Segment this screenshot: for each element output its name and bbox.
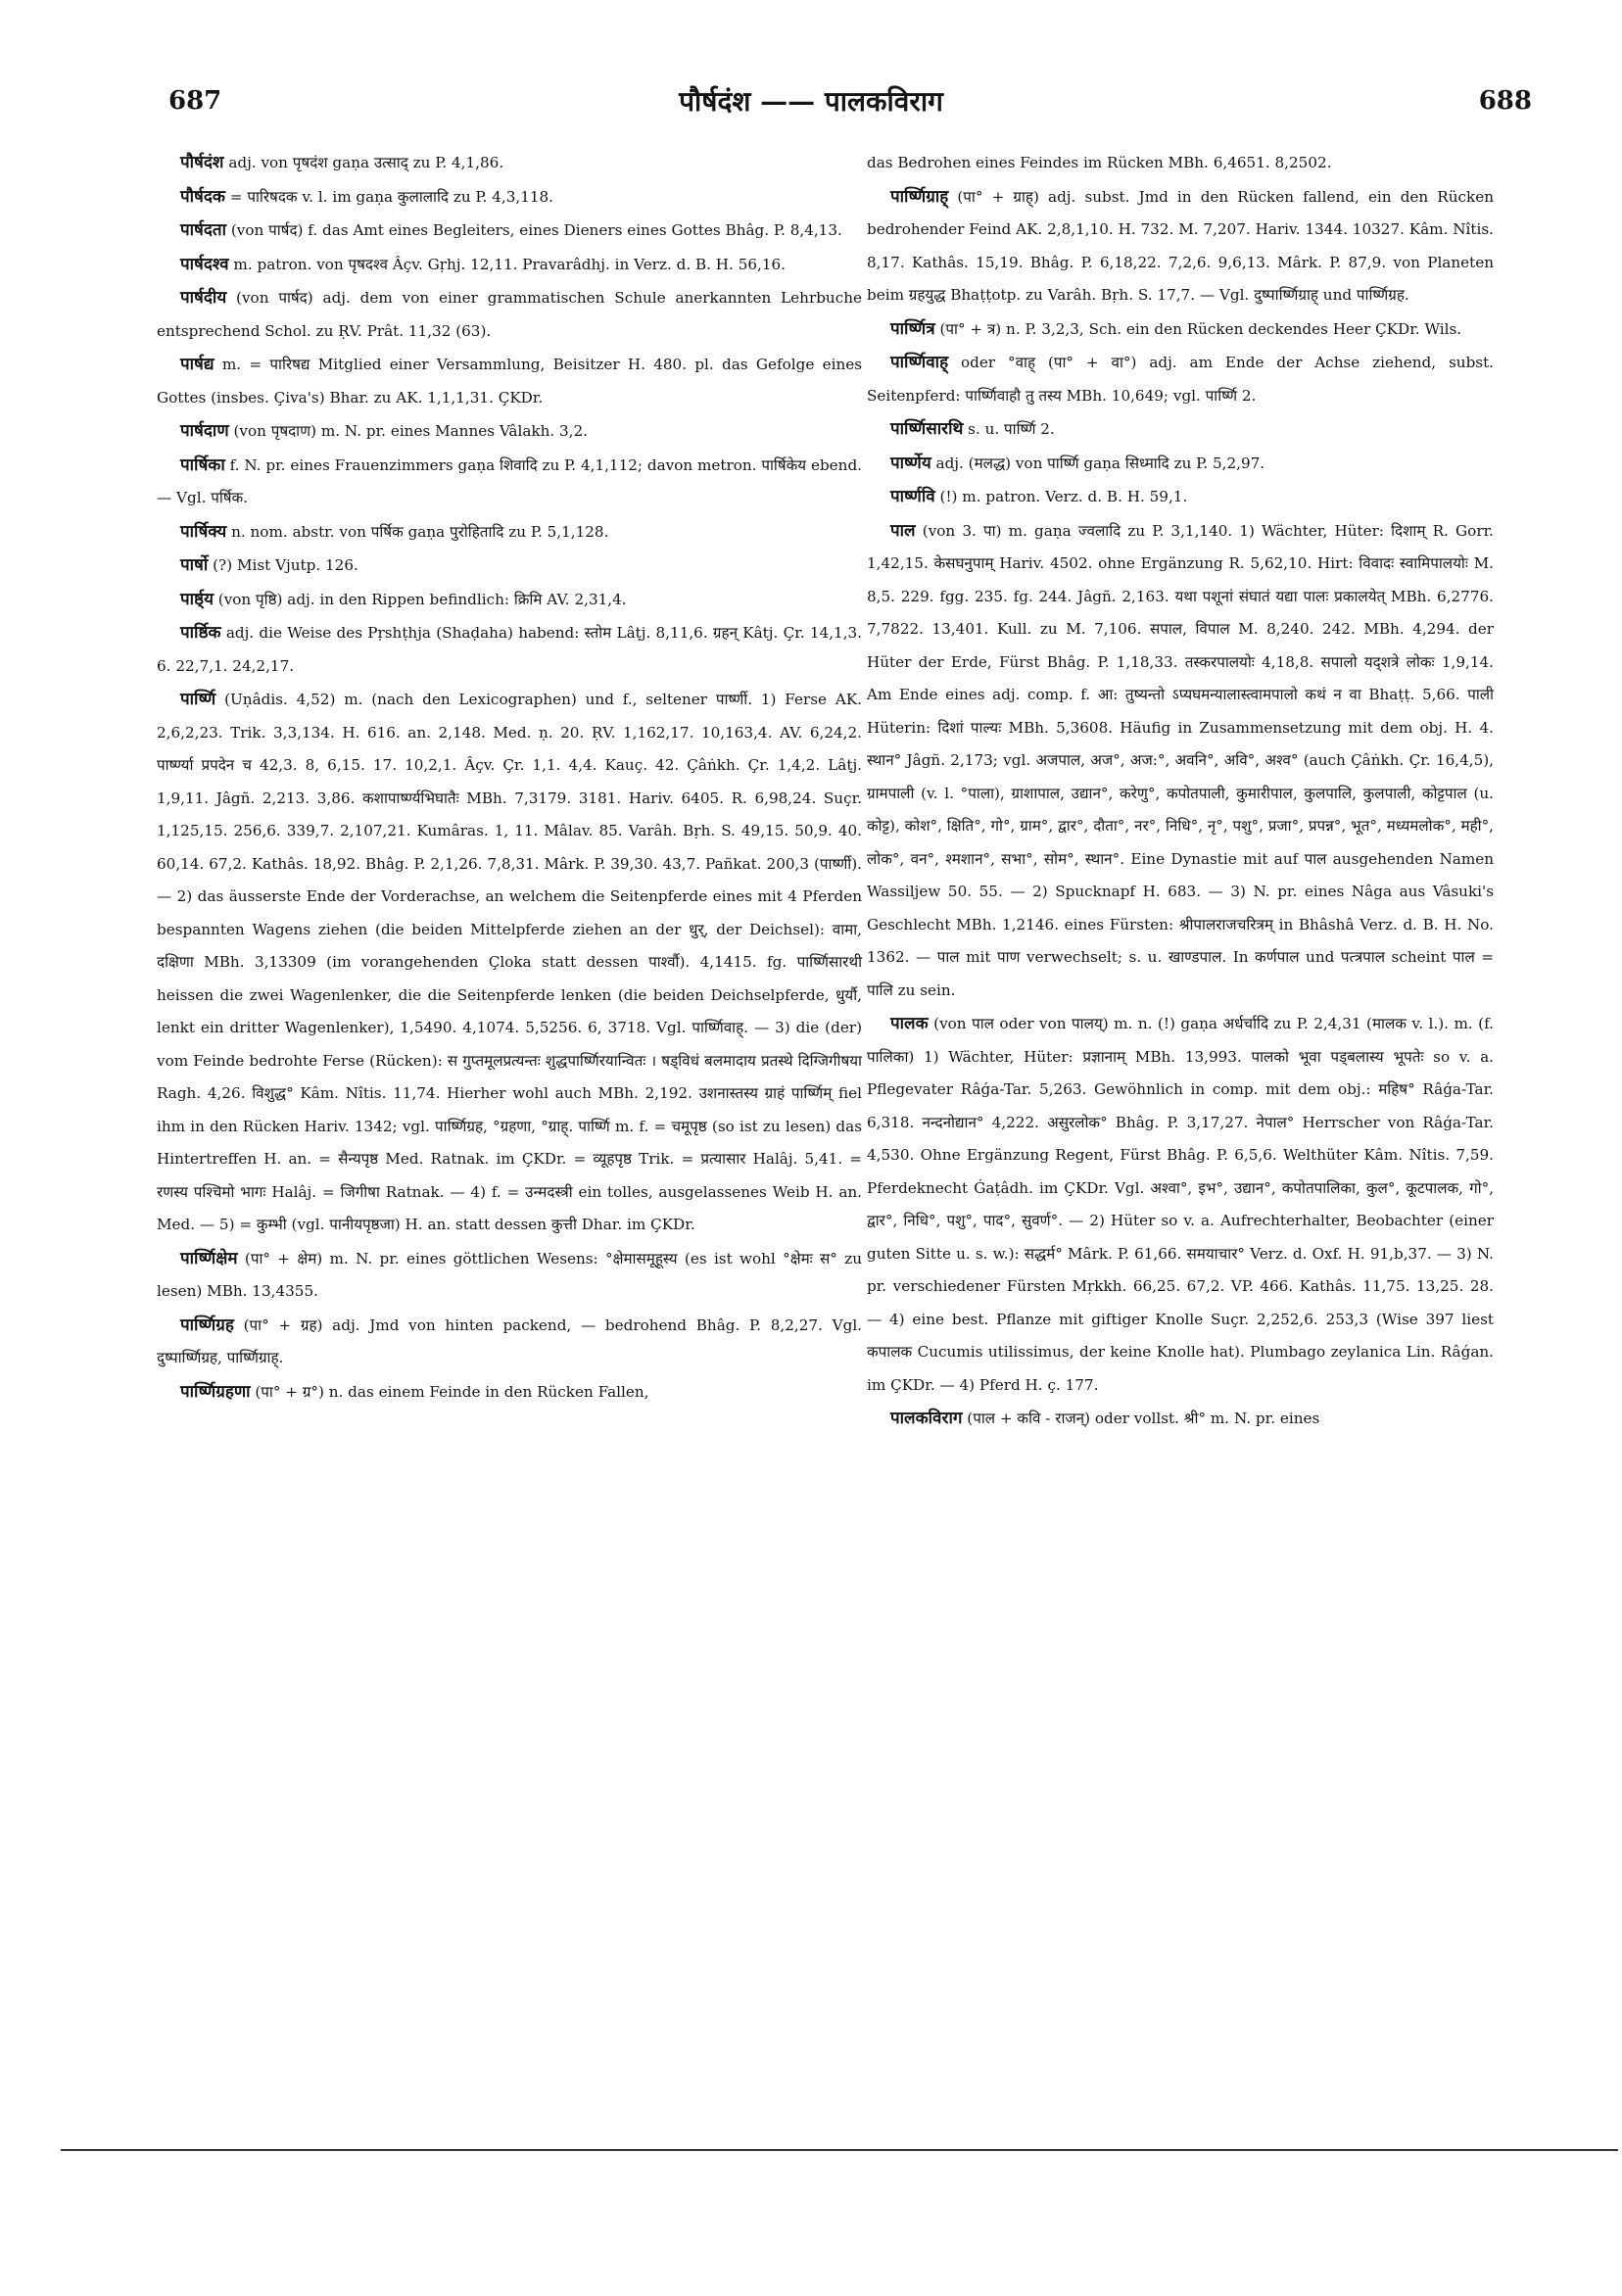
- entry-headword: पाल: [890, 520, 916, 541]
- dictionary-entry: [157, 349, 862, 414]
- entry-headword: पालक: [890, 1014, 929, 1033]
- dictionary-entry: [867, 147, 1494, 180]
- entry-text: m. patron. von पृषदश्व Âçv. Gṛhj. 12,11. Pravarâdhj. in Verz. d. B. H. 56,16.: [233, 255, 786, 273]
- entry-text: (!) m. patron. Verz. d. B. H. 59,1.: [939, 488, 1188, 505]
- dictionary-entry: [157, 415, 862, 449]
- dictionary-entry: [157, 181, 862, 215]
- dictionary-entry: [867, 448, 1494, 481]
- entry-headword: पार्षदाण: [180, 421, 229, 441]
- entry-headword: पार्ष्णिसारथि: [890, 419, 964, 439]
- entry-headword: पार्ष्णिग्रह: [180, 1315, 234, 1335]
- entry-text: m. = पारिषद्य Mitglied einer Versammlung, Beisitzer H. 480. pl. das Gefolge eines Gottes (insbes. Çiva's) Bhar. zu AK. 1,1,1,31. ÇKDr.: [157, 356, 863, 407]
- dictionary-entry: [157, 1376, 862, 1410]
- entry-headword: पौर्षदक: [180, 186, 225, 207]
- entry-text: adj. von पृषदंश gaṇa उत्साद् zu P. 4,1,86.: [228, 154, 504, 171]
- entry-text: (पाल + कवि - राजन्) oder vollst. श्री° m. N. pr. eines: [967, 1410, 1320, 1427]
- entry-text: oder °वाह् (पा° + वा°) adj. am Ende der Achse ziehend, subst. Seitenpferd: पार्ष्णिवाहौ तु तस्य MBh. 10,649; vgl. पार्ष्णि 2.: [867, 354, 1495, 405]
- dictionary-entry: [157, 550, 862, 583]
- entry-headword: पार्ष्णिवाह्: [890, 353, 949, 372]
- footer-rule: [61, 2149, 1618, 2151]
- entry-text: adj. die Weise des Pṛshṭhja (Shaḍaha) habend: स्तोम Lâṭj. 8,11,6. ग्रहन् Kâtj. Çr. 14,1,3. 6. 22,7,1. 24,2,17.: [157, 624, 863, 675]
- left-column: [157, 147, 862, 1410]
- entry-headword: पालकविराग: [890, 1409, 963, 1428]
- entry-headword: पार्षदश्व: [180, 254, 229, 274]
- entry-headword: पार्ष्णिग्राह्: [890, 186, 949, 207]
- entry-text: (von 3. पा) m. gaṇa ज्वलादि zu P. 3,1,140. 1) Wächter, Hüter: दिशाम् R. Gorr. 1,42,15. केसघनुपाम् Hariv. 4502. ohne Ergänzung R. 5,62,10. Hirt: विवादः स्वामिपालयोः M. 8,5. 229. fgg. 235. fg. 244. Jâgñ. 2,163. यथा पशूनां संघातं यद्या पालः प्रकालयेत् MBh. 6,2776. 7,7822. 13,401. Kull. zu M. 7,106. सपाल, विपाल M. 8,240. 242. MBh. 4,294. der Hüter der Erde, Fürst Bhâg. P. 1,18,33. तस्करपालयोः 4,18,8. सपालो यद्शत्रे लोकः 1,9,14. Am Ende eines adj. comp. f. आ: तुष्यन्तो ऽप्यघमन्यालास्त्वामपालो कथं न वा Bhaṭṭ. 5,66. पाली Hüterin: दिशां पाल्यः MBh. 5,3608. Häufig in Zusammensetzung mit dem obj. H. 4. स्थान° Jâgñ. 2,173; vgl. अजपाल, अज°, अज:°, अवनि°, अवि°, अश्व° (auch Çâṅkh. Çr. 16,4,5), ग्रामपाली (v. l. °पाला), ग्राशापाल, उद्यान°, करेणु°, कपोतपाली, कुमारीपाल, कुलपालि, कुलपाली, कोट्टपाल (u. कोट्ट), कोश°, क्षिति°, गो°, ग्राम°, द्वार°, दौता°, नर°, निधि°, नृ°, पशु°, प्रजा°, प्रपन्न°, भूत°, मध्यमलोक°, मही°, लोक°, वन°, श्मशान°, सभा°, सोम°, स्थान°. Eine Dynastie mit auf पाल ausgehenden Namen Wassiljew 50. 55. — 2) Spucknapf H. 683. — 3) N. pr. eines Nâga aus Vâsuki's Geschlecht MBh. 1,2146. eines Fürsten: श्रीपालराजचरित्रम् in Bhâshâ Verz. d. B. H. No. 1362. — पाल mit पाण verwechselt; s. u. खाण्डपाल. In कर्णपाल und पत्त्रपाल scheint पाल = पालि zu sein.: [867, 521, 1494, 999]
- dictionary-entry: [157, 516, 862, 550]
- entry-text: (von पाल oder von पालय्) m. n. (!) gaṇa अर्धर्चादि zu P. 2,4,31 (मालक v. l.). m. (f. पालिका) 1) Wächter, Hüter: प्रज्ञानाम् MBh. 13,993. पालको भूवा पड्बलास्य भूपतेः so v. a. Pflegevater Râǵa-Tar. 5,263. Gewöhnlich in comp. mit dem obj.: महिष° Râǵa-Tar. 6,318. नन्दनोद्यान° 4,222. असुरलोक° Bhâg. P. 3,17,27. नेपाल° Herrscher von Râǵa-Tar. 4,530. Ohne Ergänzung Regent, Fürst Bhâg. P. 6,5,6. Welthüter Kâm. Nîtis. 7,59. Pferdeknecht Ǵaṭâdh. im ÇKDr. Vgl. अश्वा°, इभ°, उद्यान°, कपोतपालिका, कुल°, कूटपालक, गो°, द्वार°, निधि°, पशु°, पाद°, सुवर्ण°. — 2) Hüter so v. a. Aufrechterhalter, Beobachter (einer guten Sitte u. s. w.): सद्धर्म° Mârk. P. 61,66. समयाचार° Verz. d. Oxf. H. 91,b,37. — 3) N. pr. verschiedener Fürsten Mṛkkh. 66,25. 67,2. VP. 466. Kathâs. 11,75. 13,25. 28. — 4) eine best. Pflanze mit giftiger Knolle Suçr. 2,252,6. 253,3 (Wise 397 liest कपालक Cucumis utilissimus, der keine Knolle hat). Plumbago zeylanica Lin. Râǵan. im ÇKDr. — 4) Pferd H. ç. 177.: [867, 1015, 1494, 1394]
- entry-headword: पार्षद्य: [180, 355, 215, 374]
- entry-headword: पार्ष्णवि: [890, 487, 935, 506]
- entry-headword: पार्षदता: [180, 220, 227, 240]
- entry-text: (von पार्षद) f. das Amt eines Begleiters, eines Dieners eines Gottes Bhâg. P. 8,4,13.: [230, 221, 842, 239]
- dictionary-entry: [157, 1243, 862, 1309]
- dictionary-entry: [867, 1008, 1494, 1402]
- entry-headword: पार्ष्ठिक: [180, 623, 221, 643]
- entry-headword: पार्ष्णिग्रहणा: [180, 1381, 251, 1402]
- right-column: [867, 147, 1494, 1437]
- entry-headword: पार्षो: [180, 555, 209, 575]
- dictionary-entry: [867, 481, 1494, 514]
- entry-text: (पा° + त्र) n. P. 3,2,3, Sch. ein den Rücken deckendes Heer ÇKDr. Wils.: [939, 319, 1462, 338]
- entry-headword: पौर्षदंश: [180, 153, 224, 172]
- entry-text: das Bedrohen eines Feindes im Rücken MBh. 6,4651. 8,2502.: [867, 154, 1332, 171]
- entry-headword: पार्ष्ठ्य: [180, 589, 214, 609]
- entry-text: f. N. pr. eines Frauenzimmers gaṇa शिवादि zu P. 4,1,112; davon metron. पार्षिकेय ebend. — Vgl. पर्षिक.: [157, 455, 862, 506]
- dictionary-entry: [157, 147, 862, 180]
- page-number-left: 687: [168, 86, 222, 116]
- entry-text: (पा° + ग्र°) n. das einem Feinde in den Rücken Fallen,: [255, 1382, 649, 1401]
- entry-text: (पा° + ग्राह्) adj. subst. Jmd in den Rücken fallend, ein den Rücken bedrohender Feind AK. 2,8,1,10. H. 732. M. 7,207. Hariv. 1344. 10327. Kâm. Nîtis. 8,17. Kathâs. 15,19. Bhâg. P. 6,18,22. 7,2,6. 9,6,13. Mârk. P. 87,9. von Planeten beim ग्रहयुद्ध Bhaṭṭotp. zu Varâh. Bṛh. S. 17,7. — Vgl. दुष्पार्ष्णिग्राह् und पार्ष्णिग्रह.: [867, 187, 1494, 304]
- entry-text: (पा° + क्षेम) m. N. pr. eines göttlichen Wesens: °क्षेमासमूहूस्य (es ist wohl °क्षेमः स° zu lesen) MBh. 13,4355.: [157, 1249, 862, 1300]
- entry-text: s. u. पार्ष्णि 2.: [968, 420, 1055, 438]
- dictionary-entry: [157, 249, 862, 282]
- entry-text: = पारिषदक v. l. im gaṇa कुलालादि zu P. 4,3,118.: [229, 187, 554, 206]
- running-head: पौर्षदंश —— पालकविराग: [679, 85, 943, 118]
- dictionary-entry: [157, 617, 862, 683]
- entry-headword: पार्ष्णिक्षेम: [180, 1248, 238, 1268]
- dictionary-entry: [867, 313, 1494, 347]
- dictionary-entry: [157, 215, 862, 248]
- entry-headword: पार्ष्णित्र: [890, 318, 935, 339]
- entry-headword: पार्षिका: [180, 454, 225, 475]
- entry-text: (पा° + ग्रह) adj. Jmd von hinten packend, — bedrohend Bhâg. P. 8,2,27. Vgl. दुष्पार्ष्णिग्रह, पार्ष्णिग्राह्.: [157, 1315, 862, 1366]
- entry-text: (von पृष्ठि) adj. in den Rippen befindlich: क्रिमि AV. 2,31,4.: [217, 590, 627, 608]
- entry-text: (von पृषदाण) m. N. pr. eines Mannes Vâlakh. 3,2.: [233, 422, 589, 440]
- dictionary-entry: [157, 1310, 862, 1375]
- dictionary-entry: [867, 515, 1494, 1008]
- dictionary-entry: [867, 1403, 1494, 1436]
- entry-headword: पार्षदीय: [180, 288, 227, 308]
- dictionary-entry: [867, 347, 1494, 412]
- dictionary-entry: [157, 282, 862, 348]
- dictionary-entry: [157, 450, 862, 515]
- dictionary-entry: [867, 181, 1494, 312]
- entry-text: (?) Mist Vjutp. 126.: [213, 556, 358, 574]
- entry-text: (von पार्षद) adj. dem von einer grammatischen Schule anerkannten Lehrbuche entsprechend Schol. zu ṚV. Prât. 11,32 (63).: [157, 289, 862, 340]
- entry-text: adj. (मलद्ध) von पार्ष्णि gaṇa सिध्मादि zu P. 5,2,97.: [935, 454, 1265, 472]
- dictionary-entry: [157, 584, 862, 617]
- entry-text: n. nom. abstr. von पर्षिक gaṇa पुरोहितादि zu P. 5,1,128.: [231, 522, 609, 541]
- dictionary-entry: [157, 684, 862, 1242]
- entry-headword: पार्ष्णि: [180, 690, 216, 709]
- entry-text: (Uṇâdis. 4,52) m. (nach den Lexicographen) und f., seltener पार्ष्णी. 1) Ferse AK. 2,6,2,23. Trik. 3,3,134. H. 616. an. 2,148. Med. ṇ. 20. ṚV. 1,162,17. 10,163,4. AV. 6,24,2. पार्ष्ण्या प्रपदेन च 42,3. 8, 6,15. 17. 10,2,1. Âçv. Çr. 1,1. 4,4. Kauç. 42. Çâṅkh. Çr. 1,4,2. Lâṭj. 1,9,11. Jâgñ. 2,213. 3,86. कशापार्ष्ण्यभिघातैः MBh. 7,3179. 3181. Hariv. 6405. R. 6,98,24. Suçr. 1,125,15. 256,6. 339,7. 2,107,21. Kumâras. 1, 11. Mâlav. 85. Varâh. Bṛh. S. 49,15. 50,9. 40. 60,14. 67,2. Kathâs. 18,92. Bhâg. P. 2,1,26. 7,8,31. Mârk. P. 39,30. 43,7. Pañkat. 200,3 (पार्ष्णी). — 2) das äusserste Ende der Vorderachse, an welchem die Seitenpferde eines mit 4 Pferden bespannten Wagens ziehen (die beiden Mittelpferde ziehen an der धुर्, der Deichsel): वामा, दक्षिणा MBh. 3,13309 (im vorangehenden Çloka statt dessen पार्श्वौ). 4,1415. fg. पार्ष्णिसारथी heissen die zwei Wagenlenker, die die Seitenpferde lenken (die beiden Deichselpferde, धुर्यौ, lenkt ein dritter Wagenlenker), 1,5490. 4,1074. 5,5256. 6, 3718. Vgl. पार्ष्णिवाह्. — 3) die (der) vom Feinde bedrohte Ferse (Rücken): स गुप्तमूलप्रत्यन्तः शुद्धपार्ष्णिरयान्वितः । षड्विधं बलमादाय प्रतस्थे दिग्जिगीषया Ragh. 4,26. विशुद्ध° Kâm. Nîtis. 11,74. Hierher wohl auch MBh. 2,192. उशनास्तस्य ग्राहं पार्ष्णिम् fiel ihm in den Rücken Hariv. 1342; vgl. पार्ष्णिग्रह, °ग्रहणा, °ग्राह्. पार्ष्णि m. f. = चमूपृष्ठ (so ist zu lesen) das Hintertreffen H. an. = सैन्यपृष्ठ Med. Ratnak. im ÇKDr. = व्यूहपृष्ठ Trik. = प्रत्यासार Halâj. 5,41. = रणस्य पश्चिमो भागः Halâj. = जिगीषा Ratnak. — 4) f. = उन्मदस्त्री ein tolles, ausgelassenes Weib H. an. Med. — 5) = कुम्भी (vgl. पानीयपृष्ठजा) H. an. statt dessen कुत्ती Dhar. im ÇKDr.: [157, 691, 862, 1233]
- entry-headword: पार्ष्णेय: [890, 453, 931, 473]
- dictionary-entry: [867, 413, 1494, 447]
- entry-headword: पार्षिक्य: [180, 521, 227, 542]
- page-number-right: 688: [1478, 86, 1532, 116]
